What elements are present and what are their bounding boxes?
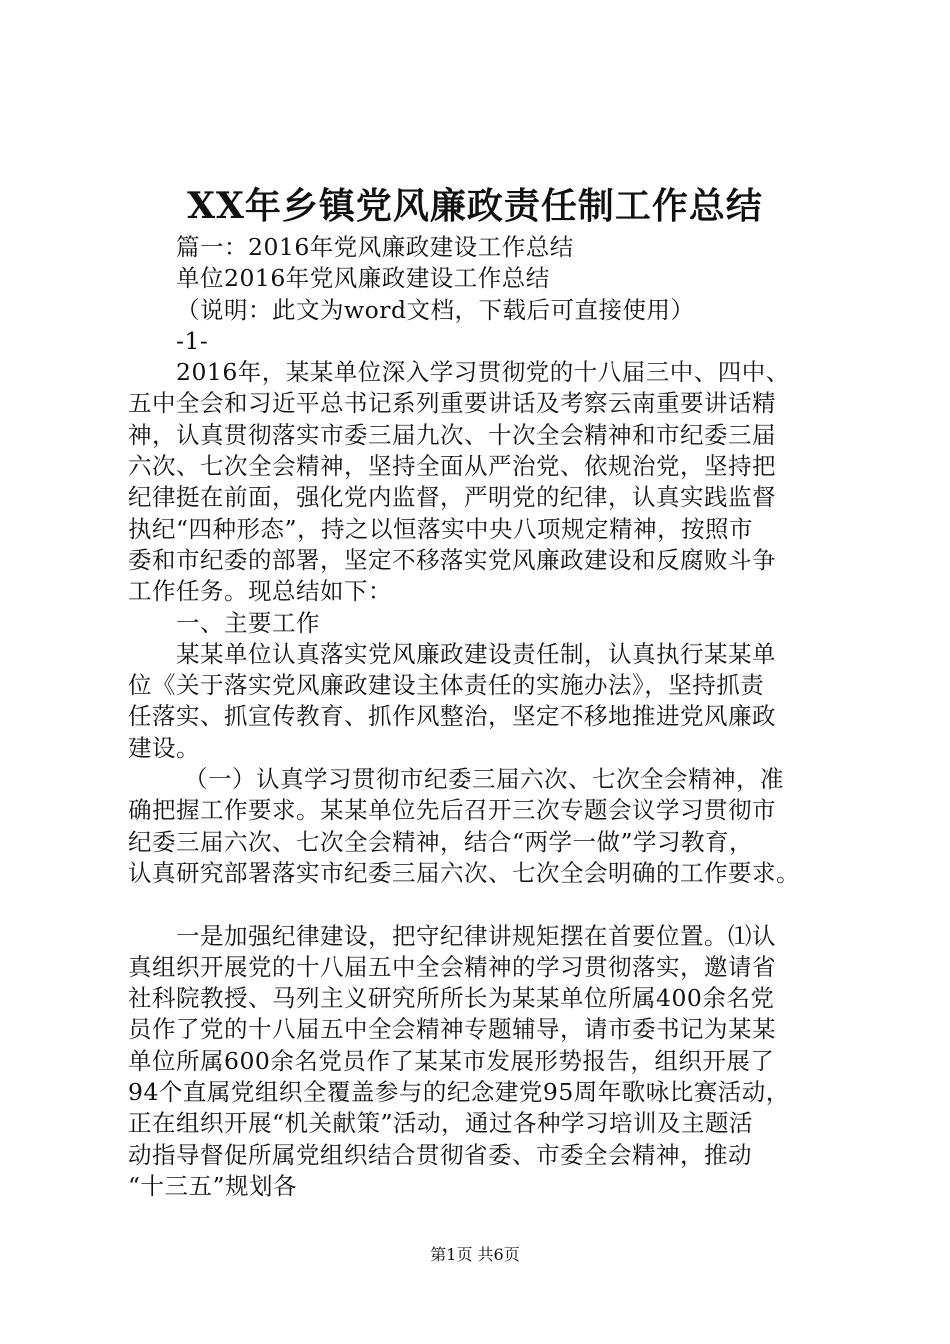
body-line: 确把握工作要求。某某单位先后召开三次专题会议学习贯彻市 bbox=[128, 796, 776, 825]
body-line: 六次、七次全会精神，坚持全面从严治党、依规治党，坚持把 bbox=[128, 452, 776, 481]
body-line: -1- bbox=[176, 326, 209, 355]
body-line: 五中全会和习近平总书记系列重要讲话及考察云南重要讲话精 bbox=[128, 389, 776, 418]
body-line: 篇一：2016年党风廉政建设工作总结 bbox=[176, 233, 574, 261]
body-line: 认真研究部署落实市纪委三届六次、七次全会明确的工作要求。 bbox=[128, 858, 800, 887]
body-line: 单位所属600余名党员作了某某市发展形势报告，组织开展了 bbox=[128, 1046, 775, 1075]
body-line: 神，认真贯彻落实市委三届九次、十次全会精神和市纪委三届 bbox=[128, 420, 776, 449]
body-line: 2016年，某某单位深入学习贯彻党的十八届三中、四中、 bbox=[176, 358, 790, 387]
body-line: 正在组织开展“机关献策”活动，通过各种学习培训及主题活 bbox=[128, 1109, 754, 1138]
page-footer: 第1页 共6页 bbox=[430, 1245, 520, 1264]
body-line: 纪律挺在前面，强化党内监督，严明党的纪律，认真实践监督 bbox=[128, 483, 776, 512]
body-line: 任落实、抓宣传教育、抓作风整治，坚定不移地推进党风廉政 bbox=[128, 702, 776, 731]
body-line: 单位2016年党风廉政建设工作总结 bbox=[176, 264, 550, 293]
body-line: 执纪“四种形态”，持之以恒落实中央八项规定精神，按照市 bbox=[128, 514, 754, 543]
body-line: 建设。 bbox=[128, 733, 200, 762]
document-title: XX年乡镇党风廉政责任制工作总结 bbox=[187, 185, 763, 227]
body-line: （说明：此文为word文档，下载后可直接使用） bbox=[176, 295, 695, 324]
body-line: 社科院教授、马列主义研究所所长为某某单位所属400余名党 bbox=[128, 984, 775, 1013]
body-line: 位《关于落实党风廉政建设主体责任的实施办法》，坚持抓责 bbox=[128, 671, 765, 700]
body-line: 一、主要工作 bbox=[176, 608, 320, 637]
body-line: 委和市纪委的部署，坚定不移落实党风廉政建设和反腐败斗争 bbox=[128, 545, 776, 574]
body-line: 工作任务。现总结如下： bbox=[128, 577, 392, 606]
body-line: 94个直属党组织全覆盖参与的纪念建党95周年歌咏比赛活动， bbox=[128, 1078, 790, 1107]
body-line: 某某单位认真落实党风廉政建设责任制，认真执行某某单 bbox=[176, 639, 776, 668]
document-body bbox=[128, 232, 838, 1202]
body-line: 一是加强纪律建设，把守纪律讲规矩摆在首要位置。⑴认 bbox=[176, 921, 776, 950]
body-line: 动指导督促所属党组织结合贯彻省委、市委全会精神，推动 bbox=[128, 1140, 752, 1169]
paragraph-gap bbox=[128, 889, 838, 920]
body-line: （一）认真学习贯彻市纪委三届六次、七次全会精神，准 bbox=[184, 765, 784, 794]
body-line: “十三五”规划各 bbox=[128, 1171, 298, 1200]
body-line: 员作了党的十八届五中全会精神专题辅导，请市委书记为某某 bbox=[128, 1015, 776, 1044]
body-line: 真组织开展党的十八届五中全会精神的学习贯彻落实，邀请省 bbox=[128, 952, 776, 981]
body-line: 纪委三届六次、七次全会精神，结合“两学一做”学习教育， bbox=[128, 827, 754, 856]
